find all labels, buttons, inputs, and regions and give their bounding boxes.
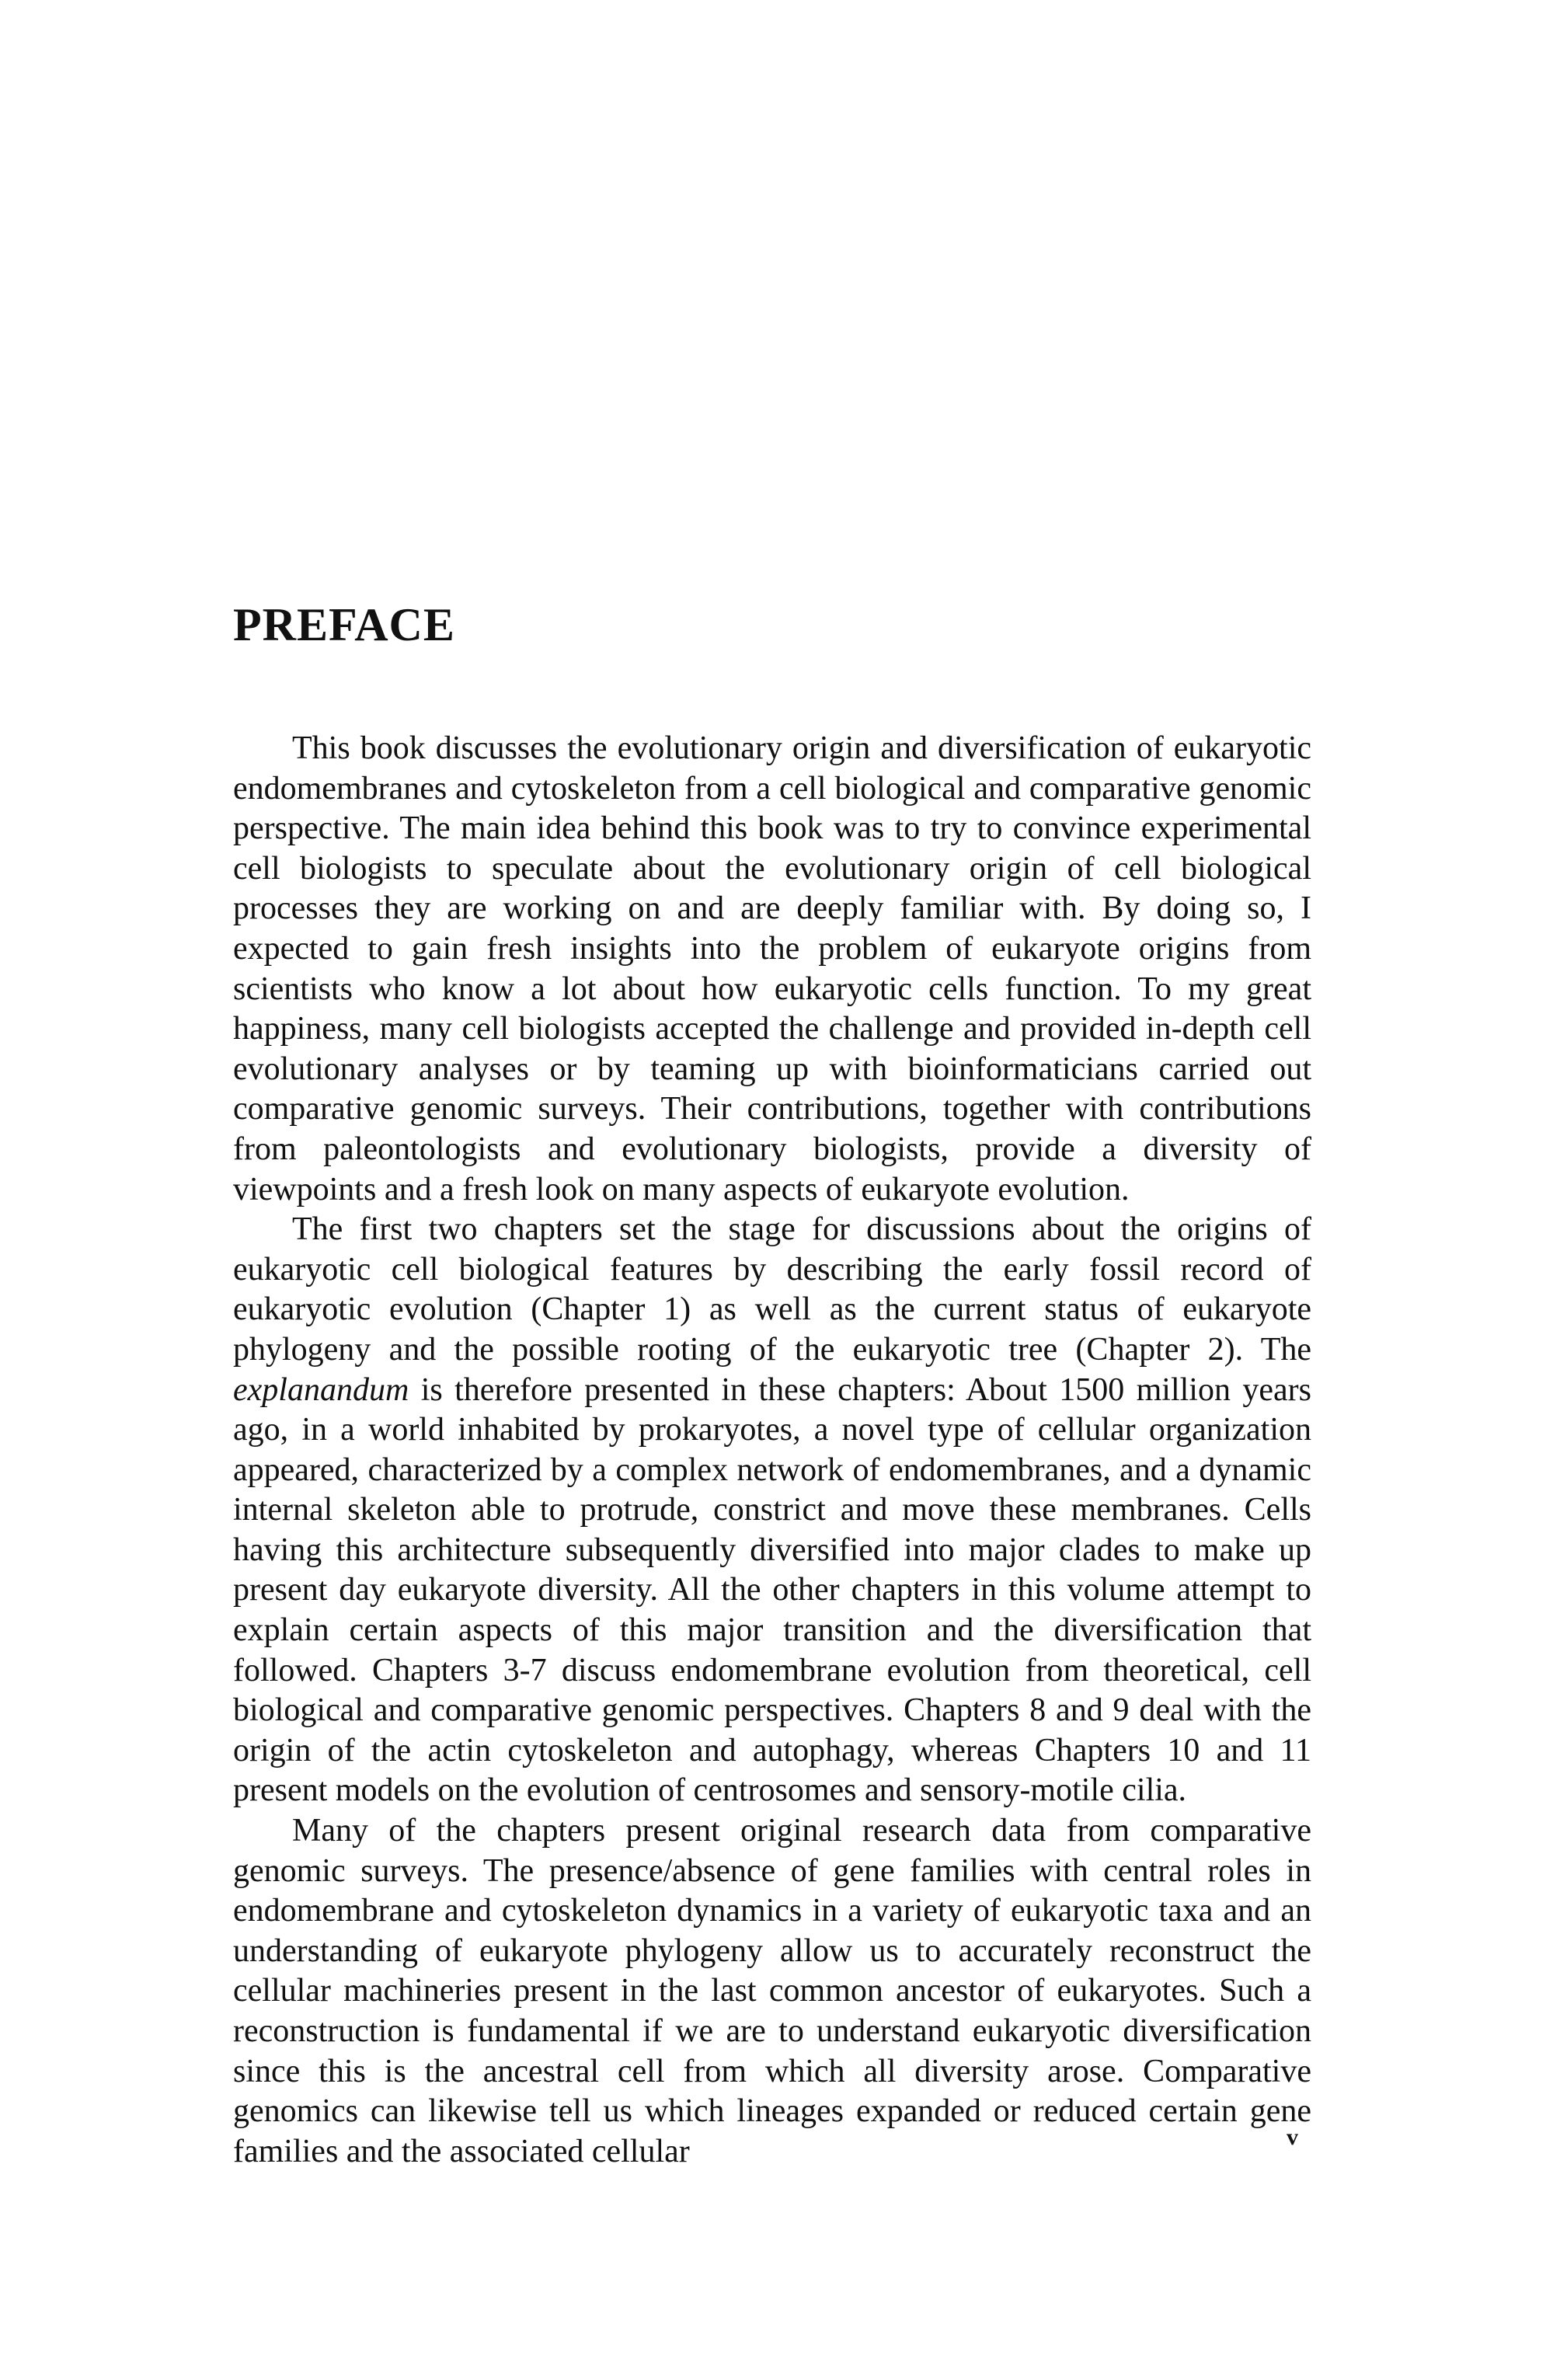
text-segment: is therefore presented in these chapters: About 1500 million years ago, in a world inhabited by prokaryotes, a novel type of cellular organization appeared, characterized by a complex network of endomembranes, and a dynamic internal skeleton able to protrude, constrict and move these membranes. Cells having this architecture subsequently diversified into major clades to make up present day eukaryote diversity. All the other chapters in this volume attempt to explain certain aspects of this major transition and the diversification that followed. Chapters 3-7 discuss endomembrane evolution from theoretical, cell biological and comparative genomic perspectives. Chapters 8 and 9 deal with the origin of the actin cytoskeleton and autophagy, whereas Chapters 10 and 11 present models on the evolution of centrosomes and sensory-motile cilia. [233, 1371, 1311, 1809]
italic-term: explanandum [233, 1371, 409, 1408]
text-segment: The first two chapters set the stage for discussions about the origins of eukaryotic cell biological features by describing the early fossil record of eukaryotic evolution (Chapter 1) as well as the current status of eukaryote phylogeny and the possible rooting of the eukaryotic tree (Chapter 2). The [233, 1211, 1311, 1368]
preface-heading: PREFACE [233, 599, 455, 650]
paragraph [233, 1811, 1311, 2172]
paragraph [233, 1210, 1311, 1811]
paragraph [233, 729, 1311, 1210]
text-segment: Many of the chapters present original research data from comparative genomic surveys. The presence/absence of gene families with central roles in endomembrane and cytoskeleton dynamics in a variety of eukaryotic taxa and an understanding of eukaryote phylogeny allow us to accurately reconstruct the cellular machineries present in the last common ancestor of eukaryotes. Such a reconstruction is fundamental if we are to understand eukaryotic diversification since this is the ancestral cell from which all diversity arose. Comparative genomics can likewise tell us which lineages expanded or reduced certain gene families and the associated cellular [233, 1813, 1311, 2169]
page-number: v [1287, 2124, 1298, 2150]
text-segment: This book discusses the evolutionary origin and diversification of eukaryotic endomembranes and cytoskeleton from a cell biological and comparative genomic perspective. The main idea behind this book was to try to convince experimental cell biologists to speculate about the evolutionary origin of cell biological processes they are working on and are deeply familiar with. By doing so, I expected to gain fresh insights into the problem of eukaryote origins from scientists who know a lot about how eukaryotic cells function. To my great happiness, many cell biologists accepted the challenge and provided in-depth cell evolutionary analyses or by teaming up with bioinformaticians carried out comparative genomic surveys. Their contributions, together with contributions from paleontologists and evolutionary biologists, provide a diversity of viewpoints and a fresh look on many aspects of eukaryote evolution. [233, 730, 1311, 1207]
preface-body [233, 729, 1311, 2172]
